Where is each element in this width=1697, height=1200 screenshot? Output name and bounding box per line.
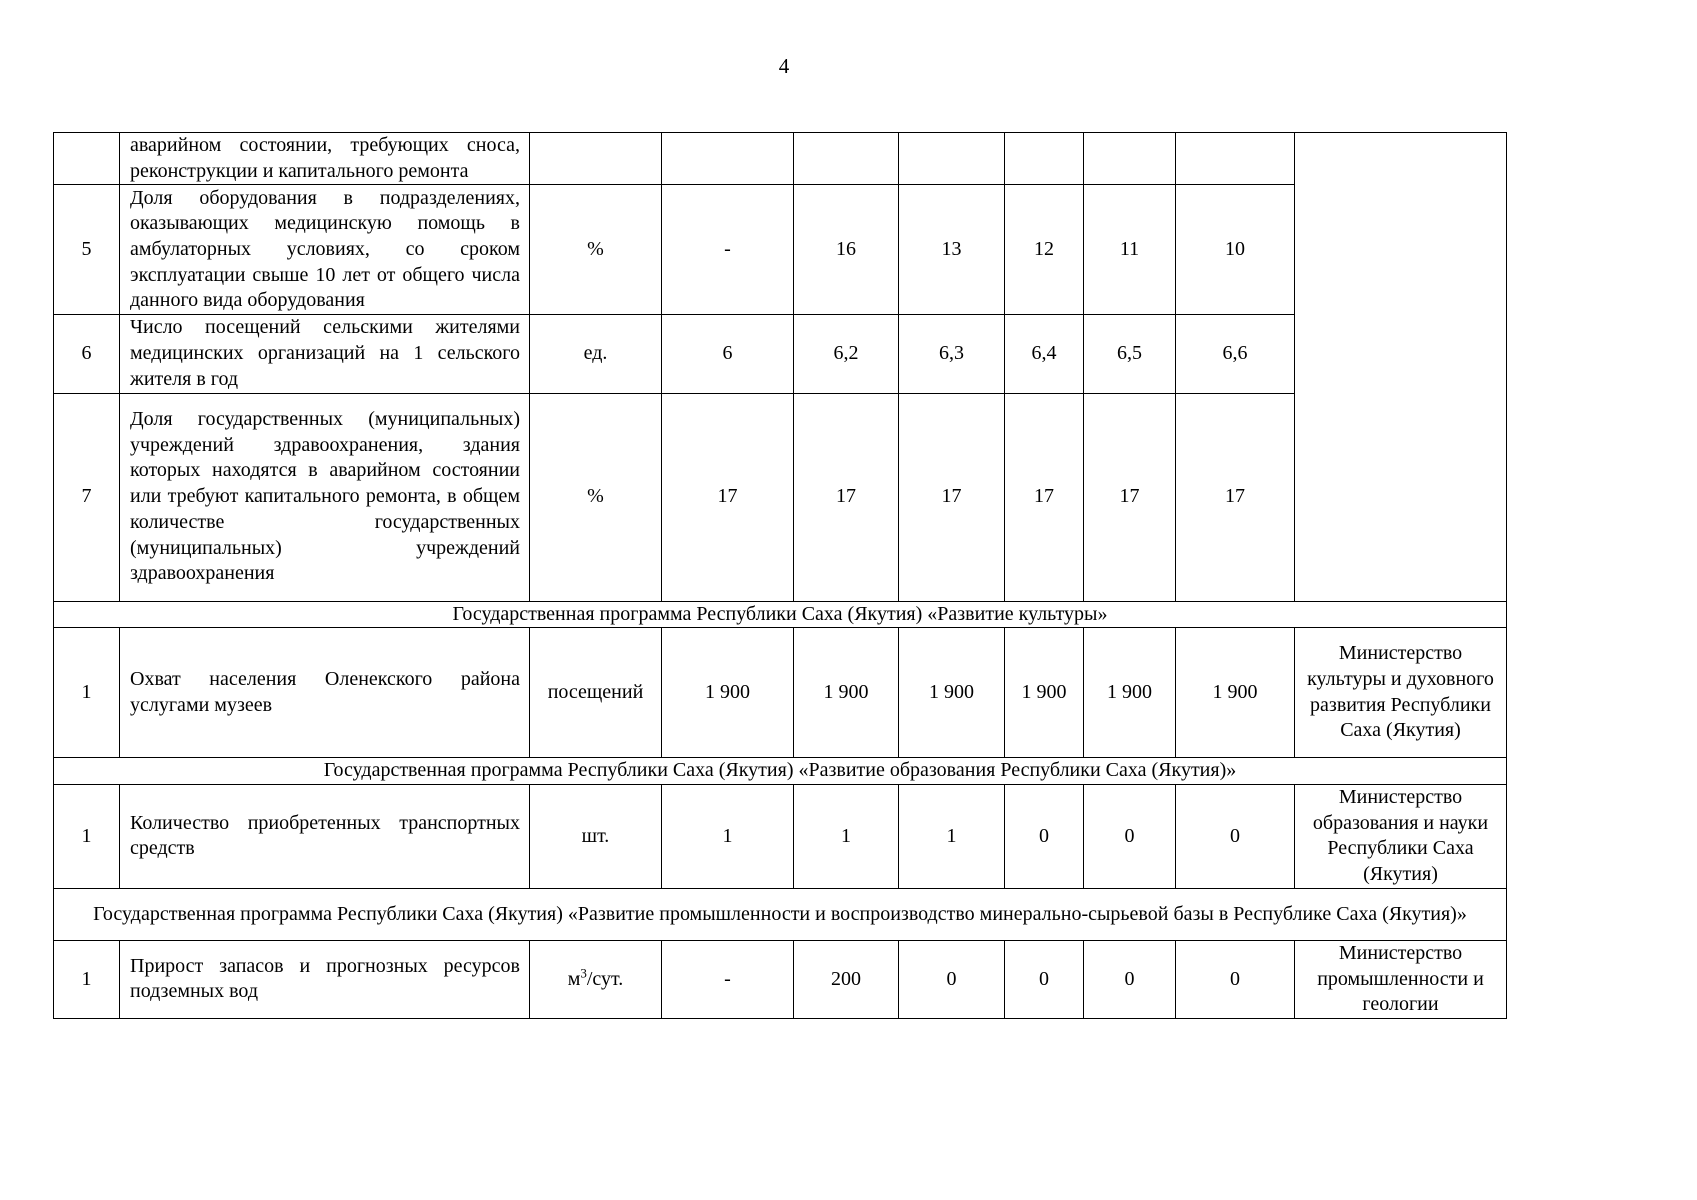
indicator-name: Охват населения Оленекского района услугами музеев <box>120 628 530 758</box>
value-cell: 6 <box>662 315 794 393</box>
value-cell: 0 <box>1084 940 1176 1018</box>
row-number: 5 <box>54 185 120 315</box>
section-title: Государственная программа Республики Саха (Якутия) «Развитие культуры» <box>54 601 1507 628</box>
unit-cell: % <box>530 185 662 315</box>
value-cell: - <box>662 940 794 1018</box>
value-cell: 13 <box>899 185 1005 315</box>
section-title: Государственная программа Республики Саха (Якутия) «Развитие промышленности и воспроизводство минерально-сырьевой базы в Республике Саха (Якутия)» <box>54 888 1507 940</box>
value-cell: 6,3 <box>899 315 1005 393</box>
indicator-name: Прирост запасов и прогнозных ресурсов подземных вод <box>120 940 530 1018</box>
table-row <box>54 185 1507 315</box>
row-number: 1 <box>54 940 120 1018</box>
value-cell: 1 900 <box>1176 628 1295 758</box>
value-cell: 1 900 <box>1005 628 1084 758</box>
value-cell <box>1176 133 1295 185</box>
value-cell <box>1005 133 1084 185</box>
value-cell: 6,5 <box>1084 315 1176 393</box>
ministry-cell: Министерство промышленности и геологии <box>1295 940 1507 1018</box>
value-cell: 200 <box>794 940 899 1018</box>
unit-rest: /сут. <box>586 967 624 990</box>
value-cell: 10 <box>1176 185 1295 315</box>
value-cell: 12 <box>1005 185 1084 315</box>
unit-cell: шт. <box>530 784 662 888</box>
row-number: 6 <box>54 315 120 393</box>
value-cell: 17 <box>1176 393 1295 601</box>
unit-cell: % <box>530 393 662 601</box>
ministry-cell: Министерство культуры и духовного развития Республики Саха (Якутия) <box>1295 628 1507 758</box>
unit-base: м <box>567 967 581 990</box>
table-row <box>54 940 1507 1018</box>
table-row <box>54 628 1507 758</box>
value-cell: 6,4 <box>1005 315 1084 393</box>
indicator-name: Число посещений сельскими жителями медицинских организаций на 1 сельского жителя в год <box>120 315 530 393</box>
indicator-name: аварийном состоянии, требующих сноса, реконструкции и капитального ремонта <box>120 133 530 185</box>
value-cell: 1 <box>794 784 899 888</box>
section-title: Государственная программа Республики Саха (Якутия) «Развитие образования Республики Саха (Якутия)» <box>54 758 1507 785</box>
value-cell: 11 <box>1084 185 1176 315</box>
value-cell: 1 900 <box>662 628 794 758</box>
unit-cell: посещений <box>530 628 662 758</box>
row-number: 7 <box>54 393 120 601</box>
ministry-cell: Министерство образования и науки Республики Саха (Якутия) <box>1295 784 1507 888</box>
section-header-row <box>54 601 1507 628</box>
unit-cell <box>530 133 662 185</box>
value-cell <box>662 133 794 185</box>
section-header-row <box>54 758 1507 785</box>
value-cell: - <box>662 185 794 315</box>
value-cell <box>1084 133 1176 185</box>
table-row <box>54 784 1507 888</box>
value-cell: 17 <box>899 393 1005 601</box>
unit-cell <box>530 940 662 1018</box>
indicator-name: Количество приобретенных транспортных средств <box>120 784 530 888</box>
row-number: 1 <box>54 784 120 888</box>
value-cell: 1 <box>662 784 794 888</box>
indicator-name: Доля оборудования в подразделениях, оказывающих медицинскую помощь в амбулаторных условиях, со сроком эксплуатации свыше 10 лет от общего числа данного вида оборудования <box>120 185 530 315</box>
value-cell: 17 <box>794 393 899 601</box>
indicators-table <box>53 132 1507 1019</box>
value-cell: 17 <box>1084 393 1176 601</box>
value-cell: 17 <box>662 393 794 601</box>
value-cell <box>794 133 899 185</box>
value-cell: 17 <box>1005 393 1084 601</box>
value-cell: 0 <box>1005 784 1084 888</box>
value-cell: 0 <box>1176 784 1295 888</box>
value-cell: 0 <box>1084 784 1176 888</box>
unit-superscript: 3 <box>580 964 587 980</box>
value-cell: 0 <box>899 940 1005 1018</box>
value-cell: 1 900 <box>1084 628 1176 758</box>
indicator-name: Доля государственных (муниципальных) учреждений здравоохранения, здания которых находятся в аварийном состоянии или требуют капитального ремонта, в общем количестве государственных (муниципальных) учреждений здравоохранения <box>120 393 530 601</box>
value-cell: 0 <box>1005 940 1084 1018</box>
value-cell: 1 <box>899 784 1005 888</box>
row-number <box>54 133 120 185</box>
table-row <box>54 133 1507 185</box>
page-number: 4 <box>778 54 790 78</box>
value-cell: 1 900 <box>794 628 899 758</box>
row-number: 1 <box>54 628 120 758</box>
value-cell: 16 <box>794 185 899 315</box>
value-cell: 6,2 <box>794 315 899 393</box>
section-header-row <box>54 888 1507 940</box>
value-cell <box>899 133 1005 185</box>
ministry-cell <box>1295 133 1507 602</box>
table-row <box>54 315 1507 393</box>
value-cell: 0 <box>1176 940 1295 1018</box>
value-cell: 1 900 <box>899 628 1005 758</box>
table-row <box>54 393 1507 601</box>
unit-cell: ед. <box>530 315 662 393</box>
value-cell: 6,6 <box>1176 315 1295 393</box>
